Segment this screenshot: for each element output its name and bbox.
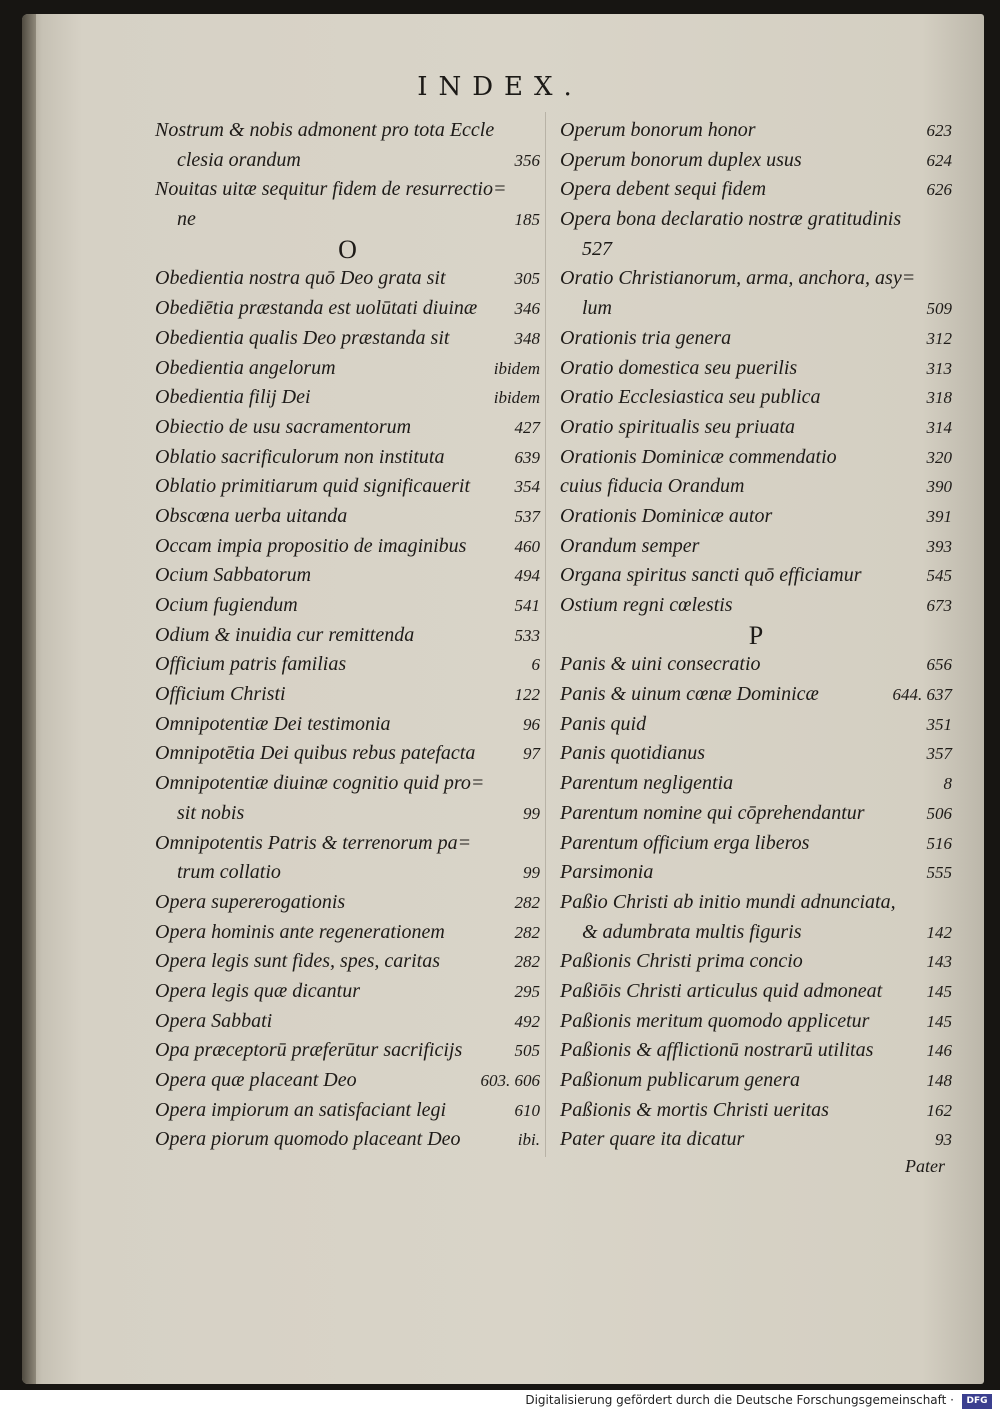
entry-page: 162	[926, 1100, 952, 1120]
entry-text: Orationis Dominicæ autor	[560, 504, 773, 527]
page-header: INDEX.	[417, 72, 583, 102]
index-entry	[155, 532, 540, 562]
index-entry	[560, 650, 952, 680]
entry-text: Opera piorum quomodo placeant Deo	[155, 1128, 461, 1151]
entry-text: Opera Sabbati	[155, 1009, 273, 1032]
index-entry	[155, 739, 540, 769]
entry-text: Oblatio sacrificulorum non instituta	[155, 445, 445, 468]
index-entry	[560, 235, 952, 265]
entry-text: Omnipotentiæ diuinæ cognitio quid pro=	[155, 772, 485, 795]
entry-page: 603. 606	[480, 1071, 540, 1090]
entry-text: Omnipotentis Patris & terrenorum pa=	[155, 831, 472, 854]
entry-text: Opera hominis ante regenerationem	[155, 920, 445, 943]
entry-page: 97	[523, 744, 540, 764]
entry-text: Paßio Christi ab initio mundi adnunciata,	[560, 890, 896, 913]
index-entry	[560, 146, 952, 176]
entry-text: Paßionis meritum quomodo applicetur	[560, 1009, 870, 1032]
entry-text: trum collatio	[177, 861, 281, 884]
entry-text: Orationis Dominicæ commendatio	[560, 445, 837, 468]
entry-page: 393	[926, 536, 952, 556]
entry-text: Omnipotētia Dei quibus rebus patefacta	[155, 742, 476, 765]
section-letter	[155, 235, 540, 265]
index-entry	[560, 918, 952, 948]
dfg-logo: DFG	[962, 1394, 992, 1409]
index-entry	[155, 324, 540, 354]
entry-text: Opera supererogationis	[155, 890, 346, 913]
entry-text: Obedientia filij Dei	[155, 386, 311, 409]
entry-page: 314	[926, 417, 952, 437]
entry-page: 623	[926, 121, 952, 140]
entry-page: 145	[926, 981, 952, 1001]
index-entry	[155, 977, 540, 1007]
entry-page	[946, 205, 952, 235]
index-entry	[560, 947, 952, 977]
entry-page	[946, 888, 952, 918]
index-entry	[155, 294, 540, 324]
entry-page: 494	[514, 566, 540, 586]
index-entry	[560, 1036, 952, 1066]
entry-text: cuius fiducia Orandum	[560, 475, 745, 498]
entry-text: ne	[177, 208, 196, 231]
index-entry	[155, 1036, 540, 1066]
entry-page: 145	[926, 1011, 952, 1031]
entry-page: ibidem	[493, 388, 540, 408]
entry-page	[534, 116, 540, 146]
index-entry	[560, 294, 952, 324]
index-entry	[155, 829, 540, 859]
entry-page: 312	[926, 328, 952, 348]
index-entry	[155, 918, 540, 948]
entry-text: Officium patris familias	[155, 653, 347, 676]
entry-page: 305	[514, 269, 540, 289]
entry-page: 99	[523, 803, 540, 823]
index-entry	[560, 977, 952, 1007]
entry-page: 516	[926, 833, 952, 853]
entry-page: 6	[531, 655, 540, 675]
entry-page: ibidem	[493, 358, 540, 378]
index-entry	[560, 532, 952, 562]
entry-text: Parentum negligentia	[560, 772, 734, 795]
entry-text: Obedientia angelorum	[155, 356, 336, 379]
entry-text: O	[338, 234, 357, 264]
index-entry	[560, 175, 952, 205]
entry-text: Pater quare ita dicatur	[560, 1128, 745, 1151]
entry-page: 639	[514, 447, 540, 467]
index-entry	[560, 1007, 952, 1037]
entry-page: 626	[926, 180, 952, 200]
entry-page: 390	[926, 477, 952, 497]
index-column-left	[155, 116, 540, 1155]
index-entry	[155, 413, 540, 443]
column-divider	[545, 112, 546, 1157]
entry-page: 505	[514, 1041, 540, 1061]
entry-text: & adumbrata multis figuris	[582, 920, 802, 943]
index-entry	[560, 591, 952, 621]
entry-page	[534, 175, 540, 205]
entry-page: 346	[514, 299, 540, 319]
index-entry	[560, 710, 952, 740]
index-entry	[155, 621, 540, 651]
index-entry	[560, 383, 952, 413]
entry-page: 391	[926, 506, 952, 526]
entry-page: 96	[523, 714, 540, 734]
entry-page	[534, 769, 540, 799]
entry-page: 185	[514, 210, 540, 230]
index-entry	[560, 205, 952, 235]
entry-text: Panis & uini consecratio	[560, 653, 761, 676]
catchword: Pater	[905, 1156, 945, 1176]
index-entry	[155, 710, 540, 740]
entry-text: Oratio Ecclesiastica seu publica	[560, 386, 821, 409]
index-entry	[560, 680, 952, 710]
index-entry	[560, 799, 952, 829]
entry-page: 351	[926, 714, 952, 734]
entry-page: 545	[926, 566, 952, 586]
entry-text: Officium Christi	[155, 683, 286, 706]
entry-text: 527	[582, 237, 612, 260]
index-entry	[155, 769, 540, 799]
index-entry	[560, 264, 952, 294]
entry-text: Obiectio de usu sacramentorum	[155, 415, 412, 438]
entry-page: 318	[926, 388, 952, 408]
entry-page: 122	[514, 685, 540, 705]
index-entry	[155, 205, 540, 235]
entry-text: sit nobis	[177, 801, 245, 824]
index-entry	[155, 264, 540, 294]
index-entry	[155, 947, 540, 977]
entry-page: 354	[514, 477, 540, 497]
entry-text: Operum bonorum duplex usus	[560, 148, 802, 171]
entry-text: Occam impia propositio de imaginibus	[155, 534, 467, 557]
index-entry	[560, 769, 952, 799]
index-entry	[560, 858, 952, 888]
entry-page: 99	[523, 863, 540, 883]
entry-text: Panis & uinum cœnæ Dominicæ	[560, 683, 819, 706]
entry-page: 506	[926, 803, 952, 823]
index-entry	[560, 739, 952, 769]
entry-text: Odium & inuidia cur remittenda	[155, 623, 415, 646]
entry-text: Ocium fugiendum	[155, 594, 298, 616]
entry-page: 541	[514, 596, 540, 615]
index-entry	[560, 472, 952, 502]
entry-text: Nouitas uitæ sequitur fidem de resurrectio=	[155, 178, 507, 201]
entry-text: Operum bonorum honor	[560, 119, 756, 141]
index-entry	[155, 1125, 540, 1155]
index-entry	[155, 650, 540, 680]
index-entry	[155, 1096, 540, 1126]
index-entry	[155, 146, 540, 176]
entry-text: Obediētia præstanda est uolūtati diuinæ	[155, 297, 478, 320]
entry-page: 610	[514, 1100, 540, 1120]
entry-page: 492	[514, 1011, 540, 1031]
entry-text: Obedientia nostra quō Deo grata sit	[155, 267, 446, 290]
index-entry	[560, 443, 952, 473]
index-entry	[155, 443, 540, 473]
entry-page: 282	[514, 922, 540, 942]
entry-text: Opera legis quæ dicantur	[155, 979, 360, 1002]
entry-text: Panis quotidianus	[560, 742, 706, 765]
index-entry	[155, 799, 540, 829]
index-entry	[155, 680, 540, 710]
entry-text: Parentum nomine qui cōprehendantur	[560, 801, 865, 824]
entry-page: 348	[514, 328, 540, 348]
index-entry	[560, 502, 952, 532]
entry-page	[946, 235, 952, 265]
entry-page: 624	[926, 150, 952, 170]
index-entry	[560, 1066, 952, 1096]
entry-text: Ostium regni cœlestis	[560, 594, 733, 616]
index-entry	[155, 591, 540, 621]
entry-page	[534, 829, 540, 859]
entry-text: Opa præceptorū præferūtur sacrificijs	[155, 1039, 463, 1062]
entry-page: 644. 637	[892, 685, 952, 705]
entry-page	[946, 264, 952, 294]
index-column-right	[560, 116, 952, 1155]
entry-page: 93	[935, 1130, 952, 1150]
index-entry	[155, 472, 540, 502]
entry-text: Paßionum publicarum genera	[560, 1069, 800, 1091]
entry-page: 357	[926, 744, 952, 764]
entry-text: Oblatio primitiarum quid significauerit	[155, 475, 471, 498]
entry-text: Oratio Christianorum, arma, anchora, asy=	[560, 267, 916, 290]
entry-page: 460	[514, 536, 540, 556]
entry-page: 555	[926, 863, 952, 883]
entry-page: ibi.	[517, 1130, 540, 1150]
entry-page: 427	[514, 417, 540, 437]
entry-page: 143	[926, 952, 952, 972]
entry-text: Organa spiritus sancti quō efficiamur	[560, 564, 862, 587]
footer-credit: Digitalisierung gefördert durch die Deutsche Forschungsgemeinschaft ·	[525, 1393, 954, 1407]
index-entry	[155, 561, 540, 591]
index-entry	[155, 502, 540, 532]
entry-text: Nostrum & nobis admonent pro tota Eccle	[155, 119, 495, 141]
entry-text: Omnipotentiæ Dei testimonia	[155, 712, 391, 735]
index-entry	[155, 354, 540, 384]
entry-text: Oratio spiritualis seu priuata	[560, 415, 796, 438]
entry-page: 313	[926, 358, 952, 378]
entry-text: Paßionis & afflictionū nostrarū utilitas	[560, 1039, 874, 1062]
index-entry	[560, 324, 952, 354]
entry-page: 146	[926, 1041, 952, 1061]
entry-text: Paßionis Christi prima concio	[560, 950, 803, 973]
entry-page: 142	[926, 922, 952, 942]
entry-page: 320	[926, 447, 952, 467]
entry-text: lum	[582, 297, 612, 320]
index-entry	[155, 1066, 540, 1096]
entry-text: Parsimonia	[560, 861, 654, 884]
entry-page: 533	[514, 625, 540, 645]
index-entry	[155, 858, 540, 888]
entry-page: 282	[514, 952, 540, 972]
entry-page: 148	[926, 1071, 952, 1090]
entry-text: clesia orandum	[177, 148, 301, 171]
entry-text: P	[748, 620, 764, 650]
index-entry	[560, 413, 952, 443]
entry-text: Parentum officium erga liberos	[560, 831, 810, 854]
entry-page: 509	[926, 299, 952, 319]
entry-text: Orandum semper	[560, 534, 700, 557]
index-entry	[560, 561, 952, 591]
index-entry	[560, 116, 952, 146]
entry-text: Opera legis sunt fides, spes, caritas	[155, 950, 440, 973]
index-entry	[560, 1125, 952, 1155]
entry-page: 537	[514, 506, 540, 526]
index-entry	[155, 116, 540, 146]
entry-page: 356	[514, 150, 540, 170]
entry-text: Obscœna uerba uitanda	[155, 504, 348, 527]
entry-text: Opera debent sequi fidem	[560, 178, 767, 201]
entry-page: 656	[926, 655, 952, 675]
entry-text: Orationis tria genera	[560, 326, 732, 349]
entry-text: Opera quæ placeant Deo	[155, 1069, 357, 1091]
section-letter	[560, 621, 952, 651]
footer-bar	[0, 1390, 1000, 1413]
entry-page: 282	[514, 892, 540, 912]
book-gutter	[22, 14, 36, 1384]
index-entry	[560, 1096, 952, 1126]
entry-text: Ocium Sabbatorum	[155, 564, 312, 587]
index-entry	[560, 354, 952, 384]
entry-page: 295	[514, 981, 540, 1001]
index-entry	[155, 888, 540, 918]
entry-text: Panis quid	[560, 712, 647, 735]
index-entry	[155, 383, 540, 413]
index-entry	[560, 888, 952, 918]
index-entry	[560, 829, 952, 859]
entry-page: 673	[926, 596, 952, 615]
entry-page: 8	[943, 774, 952, 794]
entry-text: Opera impiorum an satisfaciant legi	[155, 1098, 447, 1121]
entry-text: Paßionis & mortis Christi ueritas	[560, 1098, 829, 1121]
entry-text: Obedientia qualis Deo præstanda sit	[155, 326, 450, 349]
entry-text: Opera bona declaratio nostræ gratitudinis	[560, 208, 902, 231]
entry-text: Paßiōis Christi articulus quid admoneat	[560, 979, 883, 1002]
index-entry	[155, 175, 540, 205]
index-entry	[155, 1007, 540, 1037]
entry-text: Oratio domestica seu puerilis	[560, 356, 798, 379]
